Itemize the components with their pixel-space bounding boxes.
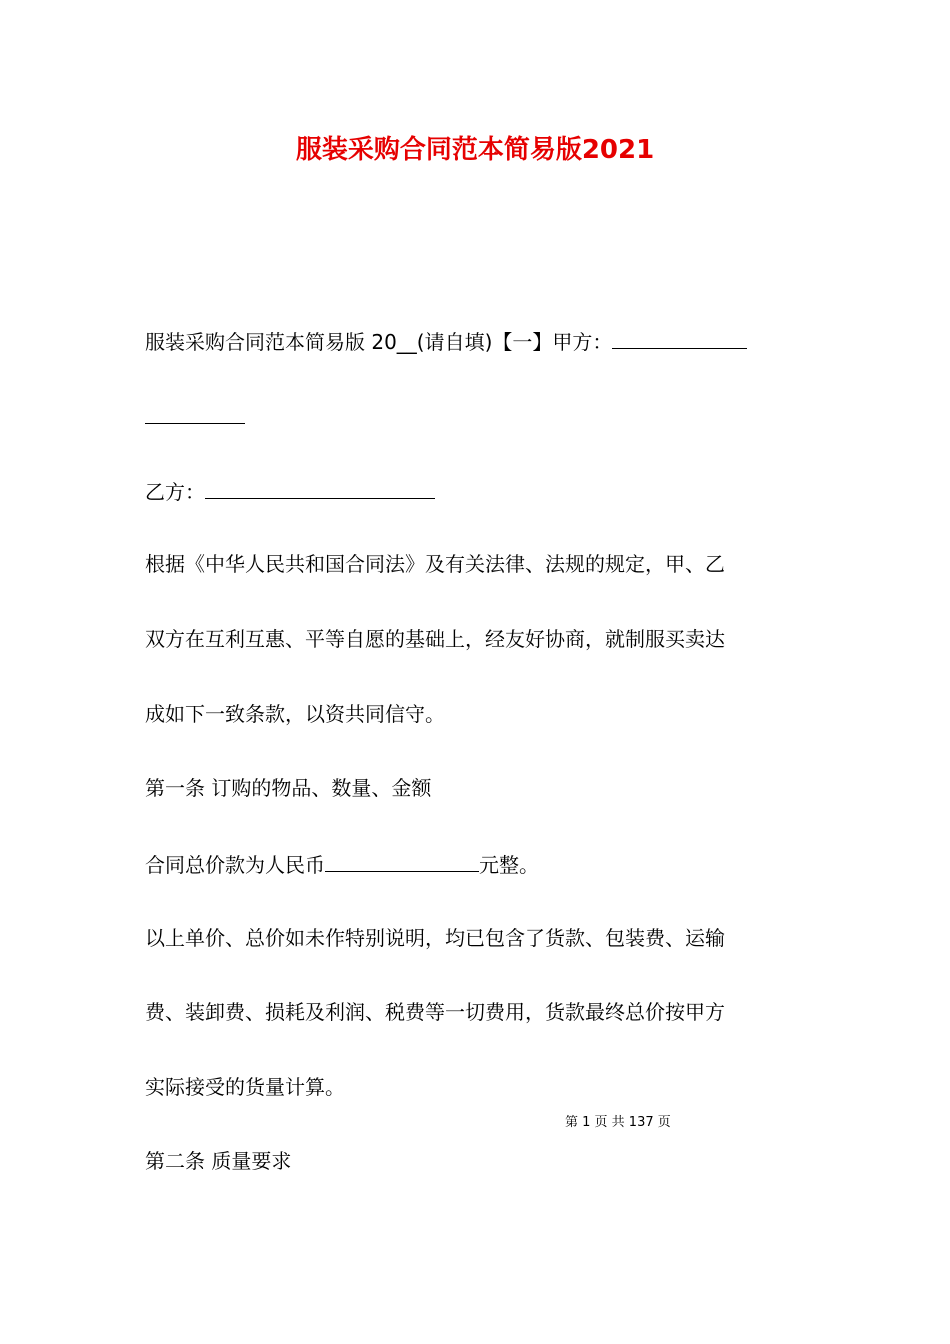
paragraph-2-line-3: 实际接受的货量计算。 xyxy=(145,1075,345,1099)
paragraph-1-line-2: 双方在互利互惠、平等自愿的基础上，经友好协商，就制服买卖达 xyxy=(145,627,725,651)
total-price-line xyxy=(145,849,539,879)
party-a-blank-continued[interactable] xyxy=(145,401,245,424)
party-a-blank-continued-line xyxy=(145,401,245,431)
paragraph-2-line-1: 以上单价、总价如未作特别说明，均已包含了货款、包装费、运输 xyxy=(145,926,725,950)
party-b-blank[interactable] xyxy=(205,476,435,499)
article-2-heading: 第二条 质量要求 xyxy=(145,1149,292,1173)
total-price-prefix: 合同总价款为人民币 xyxy=(145,853,325,877)
paragraph-2-line-2: 费、装卸费、损耗及利润、税费等一切费用，货款最终总价按甲方 xyxy=(145,1000,725,1024)
party-b-line xyxy=(145,476,435,506)
total-price-suffix: 元整。 xyxy=(479,853,539,877)
total-price-blank[interactable] xyxy=(325,849,479,872)
intro-line xyxy=(145,326,747,356)
page-footer: 第 1 页 共 137 页 xyxy=(565,1115,671,1130)
article-1-heading: 第一条 订购的物品、数量、金额 xyxy=(145,776,432,800)
document-title: 服装采购合同范本简易版2021 xyxy=(295,135,655,165)
party-b-label: 乙方： xyxy=(145,480,205,504)
paragraph-1-line-1: 根据《中华人民共和国合同法》及有关法律、法规的规定，甲、乙 xyxy=(145,552,725,576)
paragraph-1-line-3: 成如下一致条款，以资共同信守。 xyxy=(145,702,445,726)
party-a-blank[interactable] xyxy=(612,326,747,349)
intro-text: 服装采购合同范本简易版 20__(请自填)【一】甲方： xyxy=(145,330,613,354)
